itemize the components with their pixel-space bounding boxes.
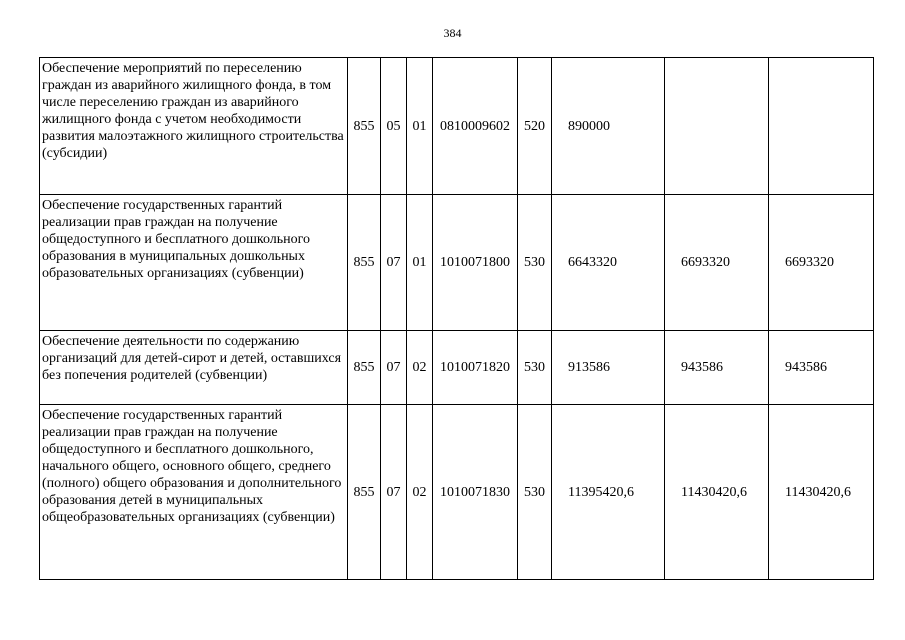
expense-name-cell: Обеспечение деятельности по содержанию организаций для детей-сирот и детей, оставшихся без попечения родителей (субвенции) (40, 331, 348, 405)
expense-name-cell: Обеспечение мероприятий по переселению граждан из аварийного жилищного фонда, в том числе переселению граждан из аварийного жилищного фонда с учетом необходимости развития малоэтажного жилищного строительства (субсидии) (40, 58, 348, 195)
pr-cell: 02 (407, 405, 433, 580)
sum-1-cell: 913586 (552, 331, 665, 405)
pr-cell: 02 (407, 331, 433, 405)
csr-cell: 0810009602 (433, 58, 518, 195)
csr-cell: 1010071800 (433, 195, 518, 331)
ved-cell: 855 (348, 405, 381, 580)
expense-name-cell: Обеспечение государственных гарантий реализации прав граждан на получение общедоступного и бесплатного дошкольного, начального общего, основного общего, среднего (полного) общего образования и дополнительного образования детей в муниципальных общеобразовательных организациях (субвенции) (40, 405, 348, 580)
pr-cell: 01 (407, 58, 433, 195)
table-row (40, 331, 874, 405)
vr-cell: 520 (518, 58, 552, 195)
pr-cell: 01 (407, 195, 433, 331)
vr-cell: 530 (518, 195, 552, 331)
rz-cell: 07 (381, 331, 407, 405)
vr-cell: 530 (518, 405, 552, 580)
sum-1-cell: 890000 (552, 58, 665, 195)
sum-1-cell: 6643320 (552, 195, 665, 331)
sum-2-cell (665, 58, 769, 195)
rz-cell: 07 (381, 405, 407, 580)
table-row (40, 195, 874, 331)
page-number: 384 (443, 26, 462, 40)
sum-3-cell (769, 58, 874, 195)
table-row (40, 58, 874, 195)
sum-1-cell: 11395420,6 (552, 405, 665, 580)
sum-3-cell: 6693320 (769, 195, 874, 331)
sum-3-cell: 11430420,6 (769, 405, 874, 580)
csr-cell: 1010071830 (433, 405, 518, 580)
ved-cell: 855 (348, 195, 381, 331)
table-row (40, 405, 874, 580)
sum-2-cell: 6693320 (665, 195, 769, 331)
vr-cell: 530 (518, 331, 552, 405)
expense-name-cell: Обеспечение государственных гарантий реализации прав граждан на получение общедоступного и бесплатного дошкольного образования в муниципальных дошкольных образовательных организациях (субвенции) (40, 195, 348, 331)
sum-2-cell: 943586 (665, 331, 769, 405)
rz-cell: 07 (381, 195, 407, 331)
sum-3-cell: 943586 (769, 331, 874, 405)
ved-cell: 855 (348, 331, 381, 405)
csr-cell: 1010071820 (433, 331, 518, 405)
budget-table (39, 57, 874, 580)
sum-2-cell: 11430420,6 (665, 405, 769, 580)
rz-cell: 05 (381, 58, 407, 195)
ved-cell: 855 (348, 58, 381, 195)
